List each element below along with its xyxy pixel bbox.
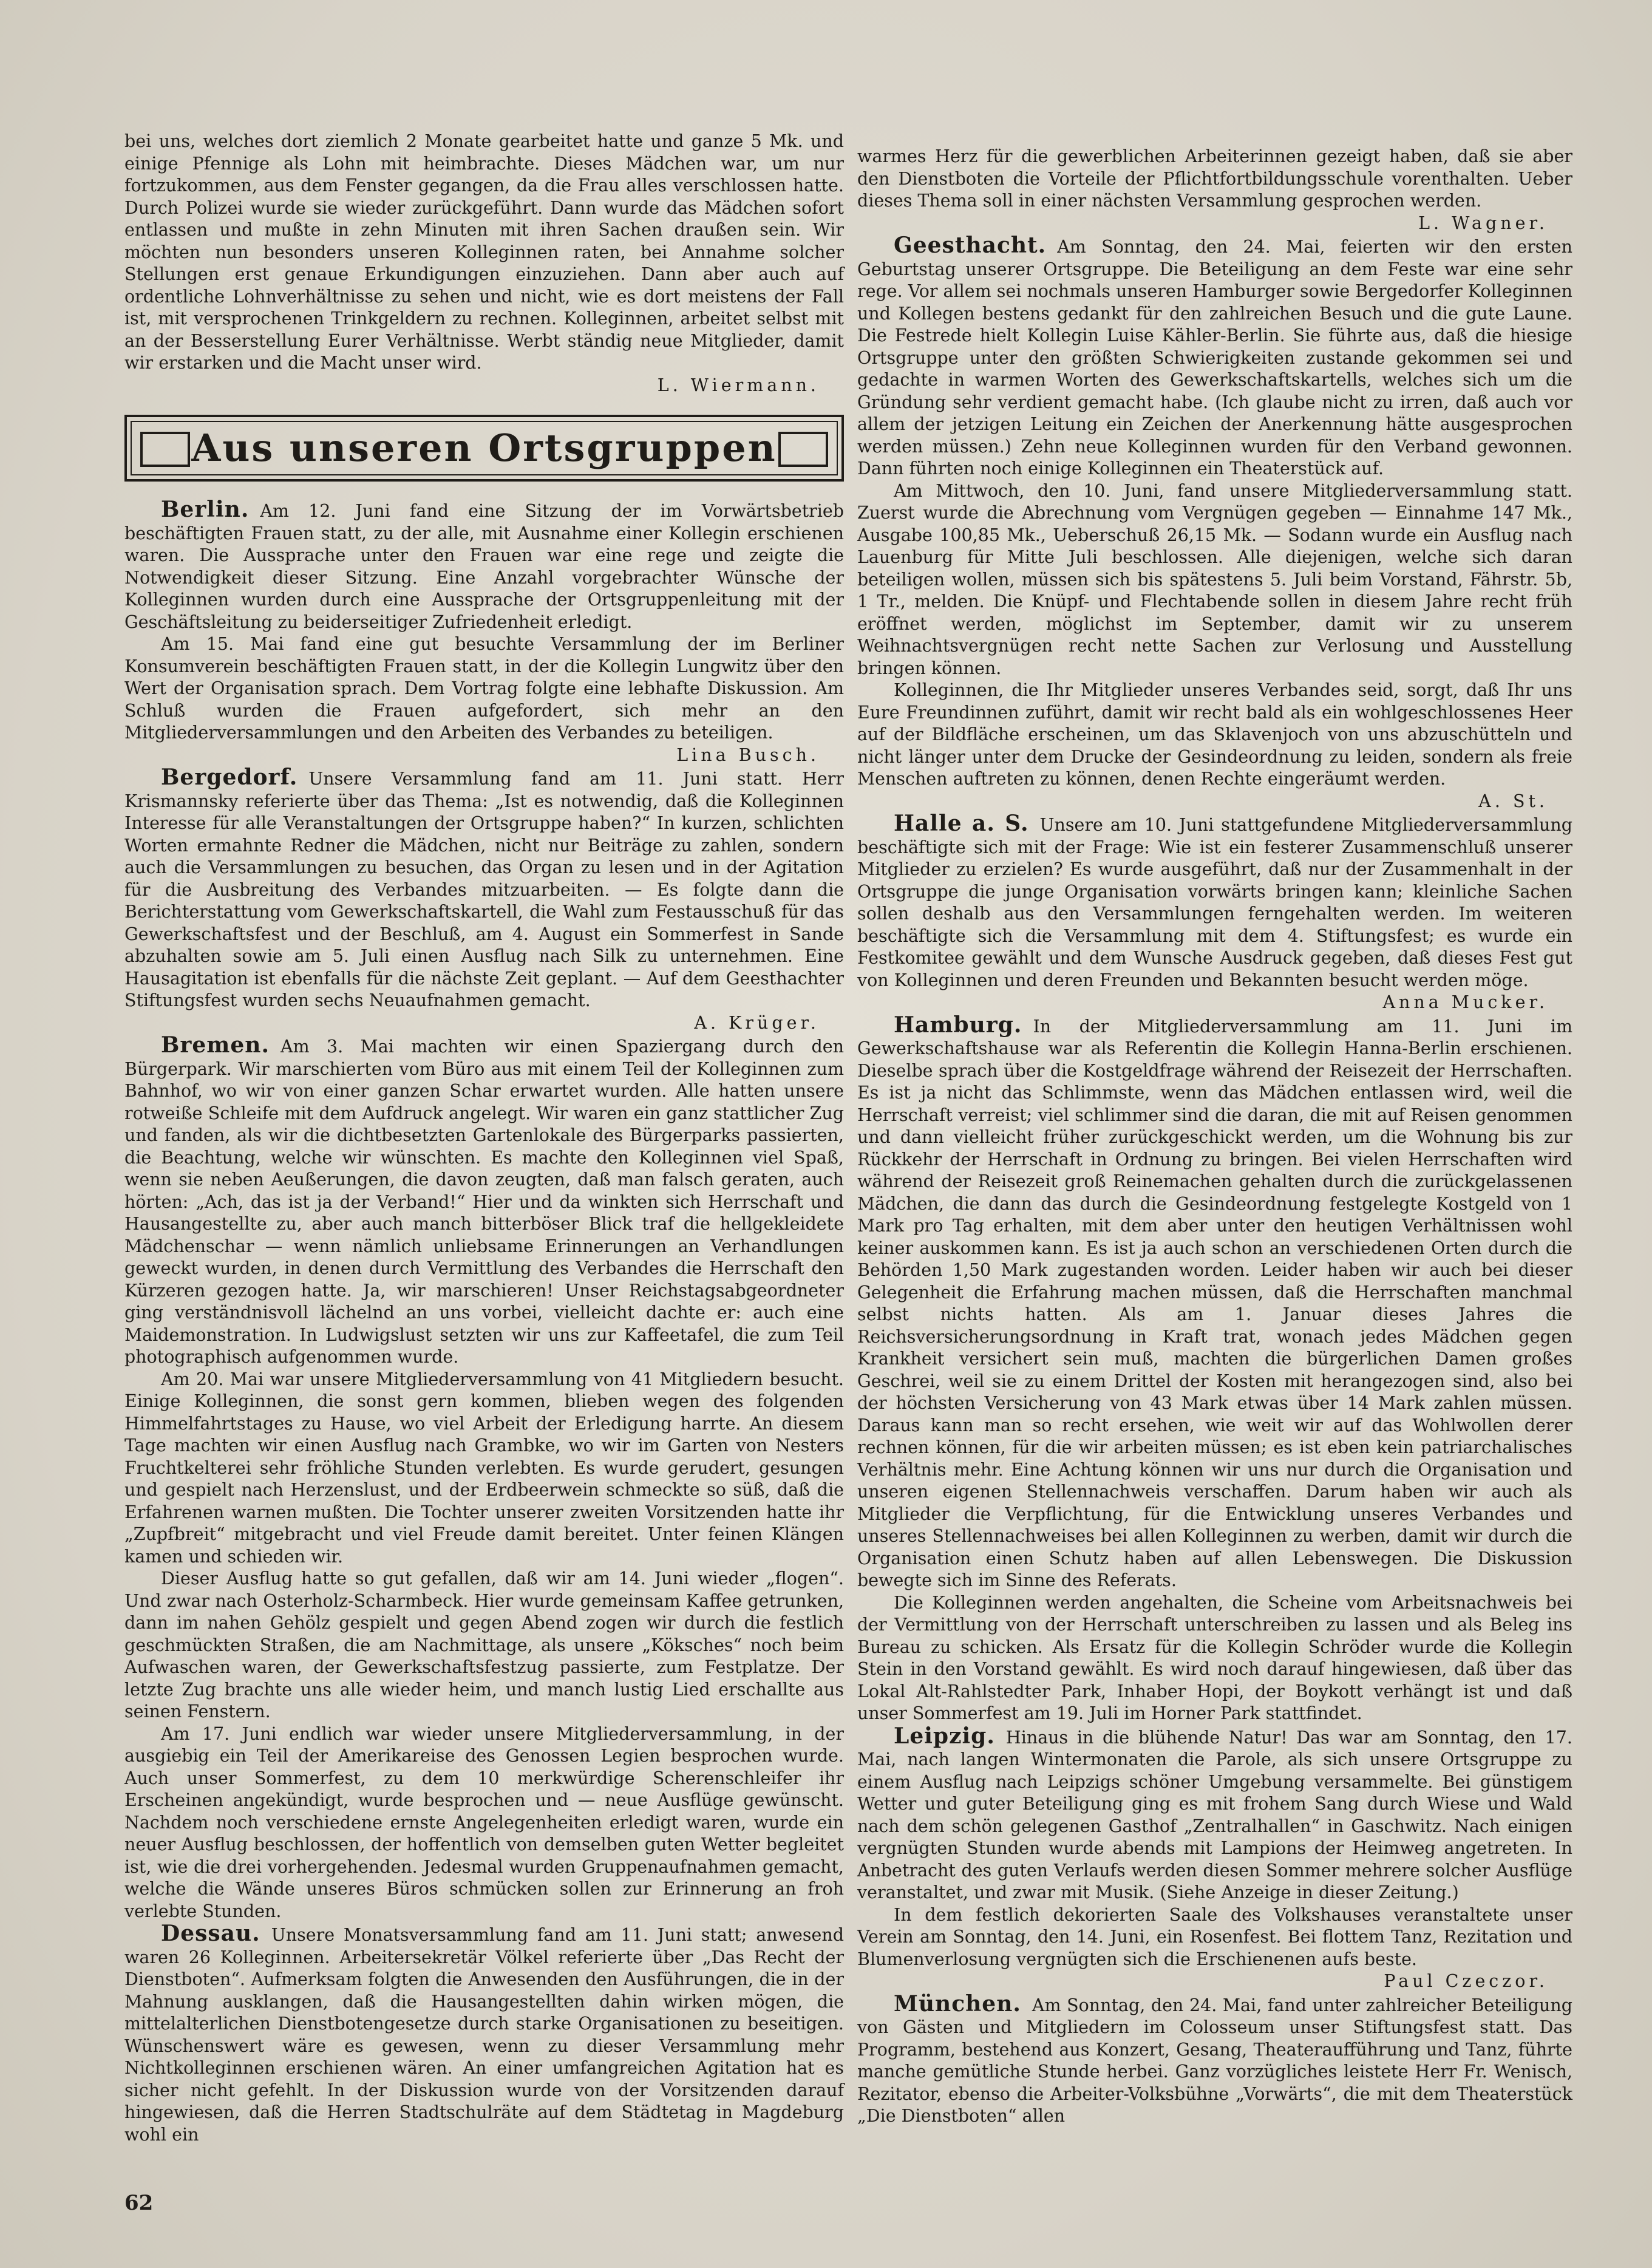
signature: Lina Busch. — [676, 744, 820, 765]
report-leipzig-continued: In dem festlich dekorierten Saale des Volkshauses veranstaltete unser Verein am Sonntag, den 14. Juni, ein Rosenfest. Bei flottem Tanz, Rezitation und Blumenverlosung vergnügten sich die Erschienenen aufs beste. — [857, 1904, 1572, 1969]
signature: L. Wagner. — [1418, 213, 1548, 233]
signature: Anna Mucker. — [1382, 992, 1548, 1012]
report-heading: Halle a. S. — [894, 811, 1029, 836]
intro-paragraph: bei uns, welches dort ziemlich 2 Monate gearbeitet hatte und ganze 5 Mk. und einige Pfennige als Lohn mit heimbrachte. Dieses Mädchen war, um nur fortzukommen, aus dem Fenster gegangen, da die Frau alles verschlossen hatte. Durch Polizei wurde sie wieder zurückgeführt. Dann wurde das Mädchen sofort entlassen und mußte in zehn Minuten mit ihren Sachen draußen sein. Wir möchten nun besonders unseren Kolleginnen raten, bei Annahme solcher Stellungen erst genaue Erkundigungen einzuziehen. Dann aber auch auf ordentliche Lohnverhältnisse zu sehen und nicht, wie es dort meistens der Fall ist, mit versprochenen Trinkgeldern zu rechnen. Kolleginnen, arbeitet selbst mit an der Besserstellung Eurer Verhältnisse. Werbt ständig neue Mitglieder, damit wir erstarken und die Macht unser wird. — [124, 131, 844, 373]
report-geesthacht: Geesthacht. Am Sonntag, den 24. Mai, feierten wir den ersten Geburtstag unserer Ortsgruppe. Die Beteiligung an dem Feste war eine sehr rege. Vor allem sei nochmals unseren Hamburger sowie Bergedorfer Kolleginnen und Kollegen bestens gedankt für den zahlreichen Besuch und die gute Laune. Die Festrede hielt Kollegin Luise Kähler-Berlin. Sie führte aus, daß die hiesige Ortsgruppe unter den größten Schwierigkeiten zustande gekommen sei und gedachte in warmen Worten des Gewerkschaftskartells, welches sich um die Gründung sehr verdient gemacht habe. (Ich glaube nicht zu irren, daß auch vor allem der jetzigen Leitung ein Zeichen der Anerkennung hätte ausgesprochen werden müssen.) Zehn neue Kolleginnen wurden für den Verband gewonnen. Dann führten noch einige Kolleginnen ein Theaterstück auf. — [857, 233, 1572, 478]
report-bremen-continued: Dieser Ausflug hatte so gut gefallen, daß wir am 14. Juni wieder „flogen“. Und zwar nach Osterholz-Scharmbeck. Hier wurde gemeinsam Kaffee getrunken, dann im nahen Gehölz gespielt und gegen Abend zogen wir durch die festlich geschmückten Straßen, die am Nachmittage, als unsere „Köksches“ noch beim Aufwaschen waren, der Gewerkschaftsfestzug passierte, zum Festplatze. Der letzte Zug brachte uns alle wieder heim, und manch lustig Lied erschallte aus seinen Fenstern. — [124, 1568, 844, 1721]
section-banner — [124, 415, 844, 482]
report-heading: München. — [894, 1990, 1021, 2017]
report-dessau: Dessau. Unsere Monatsversammlung fand am 11. Juni statt; anwesend waren 26 Kolleginnen. Arbeitersekretär Völkel referierte über „Das Recht der Dienstboten“. Aufmerksam folgten die Anwesenden den Ausführungen, die in der Mahnung ausklangen, daß die Hausangestellten dahin wirken mögen, die mittelalterlichen Dienstbotengesetze durch starke Organisationen zu beseitigen. Wünschenswert wäre es gewesen, wenn zu dieser Versammlung mehr Nichtkolleginnen erschienen wären. An einer umfangreichen Agitation hat es sicher nicht gefehlt. In der Diskussion wurde von der Vorsitzenden darauf hingewiesen, daß die Herren Stadtschulräte auf dem Städtetag in Magdeburg wohl ein — [124, 1921, 844, 2145]
left-column — [124, 131, 844, 2146]
signature: A. St. — [1478, 791, 1548, 811]
report-heading: Dessau. — [161, 1921, 260, 1946]
banner-ornament-left — [140, 432, 190, 467]
section-title: Aus unseren Ortsgruppen — [191, 425, 777, 470]
report-berlin: Berlin. Am 12. Juni fand eine Sitzung der im Vorwärtsbetrieb beschäftigten Frauen statt, zu der alle, mit Ausnahme einer Kollegin erschienen waren. Die Aussprache unter den Frauen war eine rege und zeigte die Notwendigkeit dieser Sitzung. Eine Anzahl vorgebrachter Wünsche der Kolleginnen wurden durch eine Aussprache der Ortsgruppenleitung mit der Geschäftsleitung zu beiderseitiger Zufriedenheit erledigt. — [124, 497, 844, 632]
report-heading: Berlin. — [161, 497, 250, 522]
report-bremen-continued: Am 20. Mai war unsere Mitgliederversammlung von 41 Mitgliedern besucht. Einige Kolleginnen, die sonst gern kommen, blieben wegen des folgenden Himmelfahrtstages zu Hause, wo viel Arbeit der Erledigung harrte. An diesem Tage machten wir einen Ausflug nach Grambke, wo wir im Garten von Nesters Fruchtkelterei sehr fröhliche Stunden verlebten. Es wurde gerudert, gesungen und gespielt nach Herzenslust, und der Erdbeerwein schmeckte so süß, daß die Erfahrenen warnen mußten. Die Tochter unserer zweiten Vorsitzenden hatte ihr „Zupfbreit“ mitgebracht und viel Freude damit bereitet. Unter feinen Klängen kamen und schieden wir. — [124, 1369, 844, 1567]
report-bergedorf: Bergedorf. Unsere Versammlung fand am 11. Juni statt. Herr Krismannsky referierte über das Thema: „Ist es notwendig, daß die Kolleginnen Interesse für alle Veranstaltungen der Ortsgruppe haben?“ In kurzen, schlichten Worten ermahnte Redner die Mädchen, nicht nur Beiträge zu zahlen, sondern auch die Versammlungen zu besuchen, das Organ zu lesen und in der Agitation für die Ausbreitung des Verbandes mitzuarbeiten. — Es folgte dann die Berichterstattung vom Gewerkschaftskartell, die Wahl zum Festausschuß für das Gewerkschaftsfest und der Beschluß, am 4. August ein Sommerfest in Sande abzuhalten sowie am 5. Juli einen Ausflug nach Silk zu unternehmen. Eine Hausagitation ist ebenfalls für die nächste Zeit geplant. — Auf dem Geesthachter Stiftungsfest wurden sechs Neuaufnahmen gemacht. — [124, 765, 844, 1010]
report-berlin-continued: Am 15. Mai fand eine gut besuchte Versammlung der im Berliner Konsumverein beschäftigten Frauen statt, in der die Kollegin Lungwitz über den Wert der Organisation sprach. Dem Vortrag folgte eine lebhafte Diskussion. Am Schluß wurden die Frauen aufgefordert, sich mehr an den Mitgliederversammlungen und den Arbeiten des Verbandes zu beteiligen. — [124, 634, 844, 743]
report-hamburg: Hamburg. In der Mitgliederversammlung am 11. Juni im Gewerkschaftshause war als Referentin die Kollegin Hanna-Berlin erschienen. Dieselbe sprach über die Kostgeldfrage während der Reisezeit der Herrschaften. Es ist ja nicht das Schlimmste, wenn das Mädchen entlassen wird, weil die Herrschaft verreist; viel schlimmer sind die daran, die mit auf Reisen genommen und dann vielleicht früher zurückgeschickt werden, um die Wohnung bis zur Rückkehr der Herrschaft in Ordnung zu bringen. Bei vielen Herrschaften wird während der Reisezeit groß Reinemachen gehalten durch die zurückgelassenen Mädchen, die dann das durch die Gesindeordnung festgelegte Kostgeld von 1 Mark pro Tag erhalten, mit dem aber unter den heutigen Verhältnissen wohl keiner auskommen kann. Es ist ja auch schon an verschiedenen Orten durch die Behörden 1,50 Mark zugestanden worden. Leider haben wir auch bei dieser Gelegenheit die Erfahrung machen müssen, daß die Herrschaften manchmal selbst nichts hatten. Als am 1. Januar dieses Jahres die Reichsversicherungsordnung in Kraft trat, wonach jedes Mädchen gegen Krankheit versichert sein muß, machten die bürgerlichen Damen großes Geschrei, weil sie zu einem Drittel der Kosten mit herangezogen sind, also bei der höchsten Versicherung von 43 Mark etwas über 14 Mark zahlen müssen. Daraus kann man so recht ersehen, wie weit wir auf das Wohlwollen derer rechnen können, für die wir arbeiten müssen; es ist eben kein patriarchalisches Verhältnis mehr. Eine Achtung können wir uns nur durch die Organisation und unseren eigenen Stellennachweis verschaffen. Darum haben wir auch als Mitglieder die Verpflichtung, für die Entwicklung unseres Verbandes und unseres Stellennachweises bei allen Kolleginnen zu werben, damit wir durch die Organisation einen Schutz haben auf allen Lebenswegen. Die Diskussion bewegte sich im Sinne des Referats. — [857, 1012, 1572, 1590]
right-column — [857, 146, 1572, 2128]
report-heading: Leipzig. — [894, 1723, 995, 1749]
report-heading: Geesthacht. — [894, 233, 1047, 258]
signature: L. Wiermann. — [657, 375, 820, 395]
banner-ornament-right — [778, 432, 828, 467]
report-leipzig: Leipzig. Hinaus in die blühende Natur! Das war am Sonntag, den 17. Mai, nach langen Wintermonaten die Parole, als sich unsere Ortsgruppe zu einem Ausflug nach Leipzigs schöner Umgebung versammelte. Bei günstigem Wetter und guter Beteiligung ging es mit frohem Sang durch Wiese und Wald nach dem schön gelegenen Gasthof „Zentralhallen“ in Gaschwitz. Nach einigen vergnügten Stunden wurde abends mit Lampions der Heimweg angetreten. In Anbetracht des guten Verlaufs werden diesen Sommer mehrere solcher Ausflüge veranstaltet, und zwar mit Musik. (Siehe Anzeige in dieser Zeitung.) — [857, 1723, 1572, 1902]
report-hamburg-continued: Die Kolleginnen werden angehalten, die Scheine vom Arbeitsnachweis bei der Vermittlung von der Herrschaft unterschreiben zu lassen und als Beleg ins Bureau zu schicken. Als Ersatz für die Kollegin Schröder wurde die Kollegin Stein in den Vorstand gewählt. Es wird noch darauf hingewiesen, daß über das Lokal Alt-Rahlstedter Park, Inhaber Hopi, der Boykott verhängt ist und daß unser Sommerfest am 19. Juli im Horner Park stattfindet. — [857, 1592, 1572, 1723]
report-muenchen: München. Am Sonntag, den 24. Mai, fand unter zahlreicher Beteiligung von Gästen und Mitgliedern im Colosseum unser Stiftungsfest statt. Das Programm, bestehend aus Konzert, Gesang, Theateraufführung und Tanz, führte manche gemütliche Stunde herbei. Ganz vorzügliches leistete Herr Fr. Wenisch, Rezitator, ebenso die Arbeiter-Volksbühne „Vorwärts“, die mit dem Theaterstück „Die Dienstboten“ allen — [857, 1990, 1572, 2126]
report-geesthacht-continued: Kolleginnen, die Ihr Mitglieder unseres Verbandes seid, sorgt, daß Ihr uns Eure Freundinnen zuführt, damit wir recht bald als ein wohlgeschlossenes Heer auf der Bildfläche erscheinen, um das Sklavenjoch von uns abzuschütteln und nicht länger unter dem Drucke der Gesindeordnung zu leiden, sondern als freie Menschen auftreten zu können, denen Rechte eingeräumt werden. — [857, 680, 1572, 789]
report-heading: Hamburg. — [894, 1012, 1022, 1038]
report-bremen: Bremen. Am 3. Mai machten wir einen Spaziergang durch den Bürgerpark. Wir marschierten vom Büro aus mit einem Teil der Kolleginnen zum Bahnhof, wo wir von einer ganzen Schar erwartet wurden. Alle hatten unsere rotweiße Schleife mit dem Aufdruck angelegt. Wir waren ein ganz stattlicher Zug und fanden, als wir die dichtbesetzten Gartenlokale des Bürgerparks passierten, die Beachtung, welche wir wünschten. Es machte den Kolleginnen viel Spaß, wenn sie neben Aeußerungen, die davon zeugten, daß man falsch geraten, auch hörten: „Ach, das ist ja der Verband!“ Hier und da winkten sich Herrschaft und Hausangestellte zu, aber auch manch bitterböser Blick traf die hellgekleidete Mädchenschar — wenn nämlich unliebsame Erinnerungen an Verhandlungen geweckt wurden, in denen durch Vermittlung des Verbandes die Herrschaft den Kürzeren gezogen hatte. Ja, wir marschieren! Unser Reichstagsabgeordneter ging verständnisvoll lächelnd an uns vorbei, vielleicht dachte er: auch eine Maidemonstration. In Ludwigslust setzten wir uns zur Kaffeetafel, die zum Teil photographisch aufgenommen wurde. — [124, 1032, 844, 1367]
signature: Paul Czeczor. — [1384, 1971, 1548, 1991]
report-halle: Halle a. S. Unsere am 10. Juni stattgefundene Mitgliederversammlung beschäftigte sich mit der Frage: Wie ist ein festerer Zusammenschluß unserer Mitglieder zu erzielen? Es wurde ausgeführt, daß nur der Zusammenhalt in der Ortsgruppe die junge Organisation vorwärts bringen kann; kleinliche Sachen sollen deshalb aus den Versammlungen ferngehalten werden. Im weiteren beschäftigte sich die Versammlung mit dem 4. Stiftungsfest; es wurde ein Festkomitee gewählt und dem Wunsche Ausdruck gegeben, daß dieses Fest gut von Kolleginnen und deren Freunden und Bekannten besucht werden möge. — [857, 811, 1572, 990]
report-geesthacht-continued: Am Mittwoch, den 10. Juni, fand unsere Mitgliederversammlung statt. Zuerst wurde die Abrechnung vom Vergnügen gegeben — Einnahme 147 Mk., Ausgabe 100,85 Mk., Ueberschuß 26,15 Mk. — Sodann wurde ein Ausflug nach Lauenburg für Mitte Juli beschlossen. Alle diejenigen, welche sich daran beteiligen wollen, müssen sich bis spätestens 5. Juli beim Vorstand, Fährstr. 5b, 1 Tr., melden. Die Knüpf- und Flechtabende sollen in diesem Jahre recht früh eröffnet werden, möglichst im September, damit wir zu unserem Weihnachtsvergnügen recht nette Sachen zur Verlosung und Ausstellung bringen können. — [857, 480, 1572, 678]
report-heading: Bremen. — [161, 1032, 270, 1058]
report-bremen-continued: Am 17. Juni endlich war wieder unsere Mitgliederversammlung, in der ausgiebig ein Teil der Amerikareise des Genossen Legien besprochen wurde. Auch unser Sommerfest, zu dem 10 merkwürdige Scherenschleifer ihr Erscheinen angekündigt, wurde besprochen und — neue Ausflüge gewünscht. Nachdem noch verschiedene ernste Angelegenheiten erledigt waren, wurde ein neuer Ausflug beschlossen, der hoffentlich von demselben guten Wetter begleitet ist, wie die drei vorhergehenden. Jedesmal wurden Gruppenaufnahmen gemacht, welche die Wände unseres Büros schmücken sollen zur Erinnerung an froh verlebte Stunden. — [124, 1723, 844, 1921]
signature: A. Krüger. — [694, 1012, 820, 1033]
continued-paragraph: warmes Herz für die gewerblichen Arbeiterinnen gezeigt haben, daß sie aber den Dienstboten die Vorteile der Pflichtfortbildungsschule vorenthalten. Ueber dieses Thema soll in einer nächsten Versammlung gesprochen werden. — [857, 146, 1572, 211]
page-number: 62 — [124, 2191, 154, 2215]
report-heading: Bergedorf. — [161, 765, 298, 790]
